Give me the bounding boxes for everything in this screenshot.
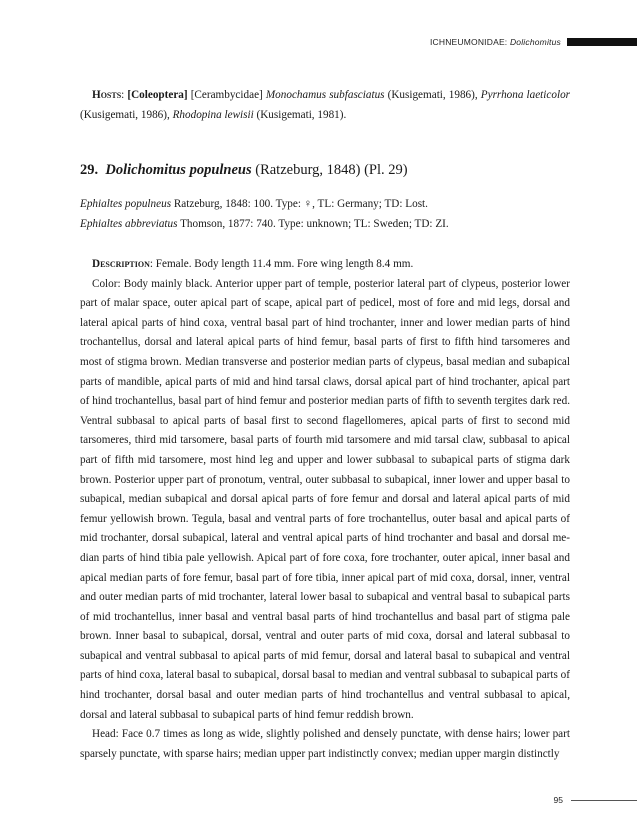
species-number: 29. [80,162,99,178]
page-number: 95 [553,795,563,805]
hosts-paragraph: Hosts: [Coleoptera] [Cerambycidae] Monochamus subfasciatus (Kusigemati, 1986), Pyrrhona laeticolor (Kusigemati, 1986), Rhodopina lewisii (Kusigemati, 1981). [80,89,571,121]
running-header-text [430,36,561,48]
footer-rule [571,800,637,801]
header-bar [567,38,637,46]
header-genus: Dolichomitus [509,37,561,47]
header-family: ICHNEUMONIDAE: [429,37,510,47]
synonym-2: Ephialtes abbreviatus Thomson, 1877: 740. Type: unknown; TL: Sweden; TD: ZI. [80,217,449,230]
description-intro: Description: Female. Body length 11.4 mm. Fore wing length 8.4 mm. [92,258,414,270]
species-name: Dolichomitus populneus [105,162,252,178]
running-header [0,36,637,50]
synonyms [80,195,570,234]
page-footer [0,794,637,806]
description-color: Color: Body mainly black. Anterior upper part of temple, posterior lateral part of clypeus, posterior lower part of malar space, outer apical part of scape, apical part of pedicel, most of fore and mid legs, dorsal and lateral apical parts of hind coxa, ventral basal part of hind trochanter, inner and lower median parts of hind trochantellus, dorsal and lateral apical parts of hind femur, basal parts of first to fifth hind tarsomeres and most of stigma brown. Median transverse and posterior median parts of clypeus, basal median and subapical parts of mandible, apical parts of mid and hind tarsal claws, dorsal apical part of hind trochanter, apical part of hind trochantellus, basal part of hind femur and posterior median parts of fifth to seventh tergites dark red. Ventral subbasal to apical parts of basal first to second flagellomeres, apical parts of first to second mid tarsomeres, third mid tarsomere, basal parts of fourth mid tarsomere and mid tarsal claw, subbasal to apical part of fifth mid tarsomere, most hind leg and upper and lower subbasal to subapical parts of stigma dark brown. Posterior upper part of pronotum, ventral, outer subbasal to subapical, inner lower and upper basal to subapical, median subapical and dorsal apical parts of fore femur and dorsal and lateral apical parts of mid femur yellowish brown. Tegula, basal and ventral parts of fore trochantellus, outer basal and apical parts of mid trochanter, dorsal subapical, lateral and ventral apical parts of hind trochanter and basal and dorsal median parts of hind tibia pale yellowish. Apical part of fore coxa, fore trochanter, outer apical, inner basal and apical median parts of fore femur, basal part of fore tibia, inner apical part of mid coxa, dorsal, inner, ventral and outer median parts of mid trochanter, lateral lower basal to subapical and ventral basal to subapical parts of mid trochantellus, inner basal and ventral basal parts of hind trochantellus and basal part of stigma pale brown. Inner basal to subapical, dorsal, ventral and outer parts of mid coxa, dorsal and lateral subbasal to subapical and ventral subbasal to apical parts of mid femur, dorsal and lateral basal to subapical and ventral parts of hind coxa, lateral basal to subapical, dorsal basal to median and ventral subbasal to subapical parts of hind trochanter, dorsal basal and outer median parts of hind trochantellus and ventral subbasal to apical, dorsal and lateral subbasal to subapical parts of hind femur reddish brown. [80,277,570,721]
description-label: Description [92,258,150,270]
species-heading [80,160,408,180]
description-head: Head: Face 0.7 times as long as wide, slightly polished and densely punctate, with dense hairs; lower part sparsely punctate, with sparse hairs; median upper part indistinctly convex; median upper margin distinctly [80,728,570,760]
species-author: (Ratzeburg, 1848) (Pl. 29) [251,162,408,178]
hosts-order: [Coleoptera] [127,89,188,101]
description [80,255,570,764]
hosts-label: Hosts [92,89,122,101]
synonym-1: Ephialtes populneus Ratzeburg, 1848: 100. Type: ♀, TL: Germany; TD: Lost. [80,198,428,210]
